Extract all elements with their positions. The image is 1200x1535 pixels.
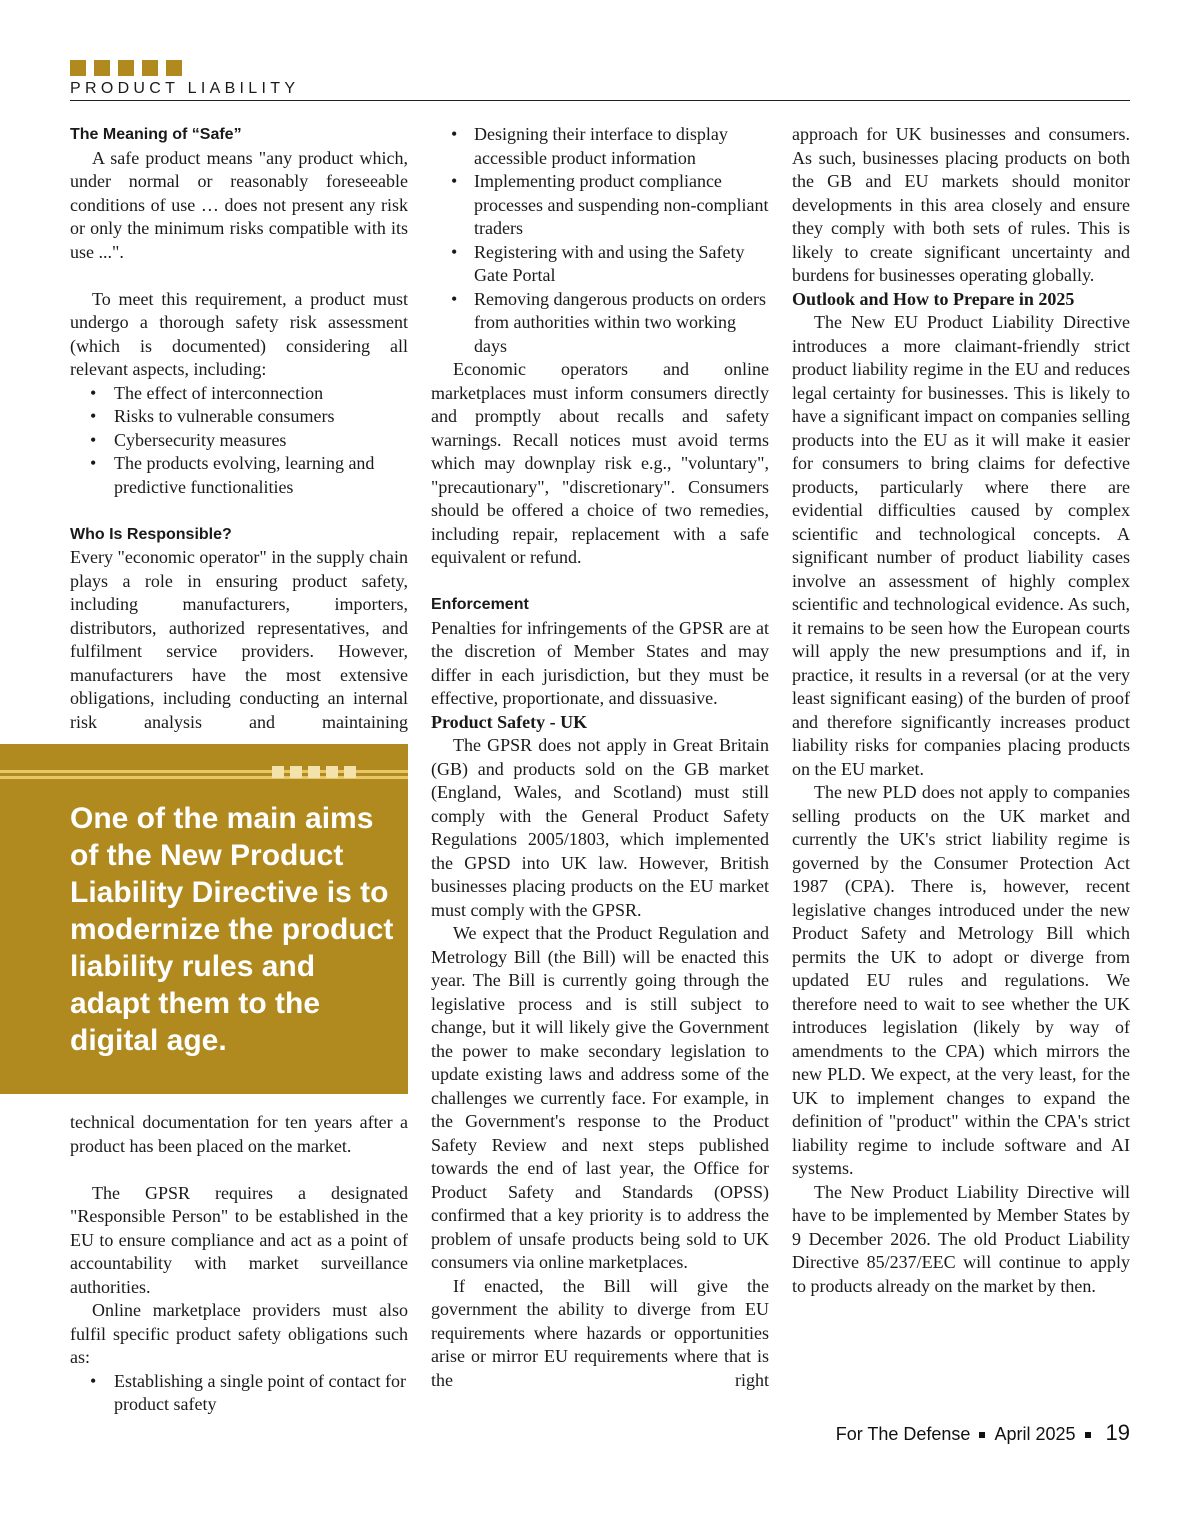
- bullet-icon: •: [451, 288, 458, 309]
- column-2: [431, 123, 769, 1392]
- pull-quote-text: One of the main aims of the New Product Liability Directive is to modernize the product liability rules and adapt them to the digital age.: [70, 802, 394, 1057]
- issue-date: April 2025: [994, 1424, 1076, 1444]
- paragraph: technical documentation for ten years after a product has been placed on the market.: [70, 1112, 408, 1156]
- paragraph: Economic operators and online marketplaces must inform consumers directly and promptly about recalls and safety warnings. Recall notices must avoid terms which may downplay risk e.g., "voluntary", "precautionary", "discretionary". Consumers should be offered a choice of two remedies, including repair, replacement with a safe equivalent or refund.: [431, 359, 769, 567]
- separator-icon: [979, 1432, 985, 1438]
- bullet-icon: •: [90, 406, 97, 426]
- heading-outlook: Outlook and How to Prepare in 2025: [792, 288, 1075, 309]
- column-1-continued: [70, 1111, 408, 1417]
- list-item: • The products evolving, learning and predictive functionalities: [90, 453, 375, 497]
- paragraph: The GPSR requires a designated "Responsible Person" to be established in the EU to ensure compliance and act as a point of accountability with market surveillance authorities.: [70, 1182, 408, 1297]
- list-item: • Cybersecurity measures: [70, 429, 408, 453]
- paragraph: The new PLD does not apply to companies selling products on the UK market and currently the UK's strict liability regime is governed by the Consumer Protection Act 1987 (CPA). There is, however, recent legislative changes introduced under the new Product Safety and Metrology Bill which permits the UK to adopt or diverge from updated EU rules and regulations. We therefore need to wait to see whether the UK introduces legislation (likely by way of amendments to the CPA) which mirrors the new PLD. We expect, at the very least, for the UK to implement changes to expand the definition of "product" within the CPA's strict liability regime to include software and AI systems.: [792, 782, 1130, 1178]
- heading-enforcement: Enforcement: [431, 596, 529, 613]
- header-square-icon: [118, 60, 134, 76]
- paragraph: Penalties for infringements of the GPSR are at the discretion of Member States and may differ in each jurisdiction, but they must be effective, proportionate, and dissuasive.: [431, 617, 769, 708]
- bullet-icon: •: [90, 453, 97, 473]
- paragraph: To meet this requirement, a product must undergo a thorough safety risk assessment (which is documented) considering all relevant aspects, including:: [70, 288, 408, 379]
- paragraph: We expect that the Product Regulation and Metrology Bill (the Bill) will be enacted this year. The Bill is currently going through the legislative process and is still subject to change, but it will likely give the Government the power to make secondary legislation to update existing laws and address some of the challenges we currently face. For example, in the Government's response to the Product Safety Review and next steps published towards the end of last year, the Office for Product Safety and Standards (OPSS) confirmed that a key priority is to address the problem of unsafe products being sold to UK consumers via online marketplaces.: [431, 923, 769, 1272]
- bullet-icon: •: [90, 382, 97, 403]
- paragraph: A safe product means "any product which, under normal or reasonably foreseeable conditions of use … does not present any risk or only the minimum risks compatible with its use ...".: [70, 147, 408, 262]
- bullet-icon: •: [451, 241, 458, 262]
- pull-square-icon: [272, 766, 284, 778]
- paragraph: Every "economic operator" in the supply chain plays a role in ensuring product safety, including manufacturers, importers, distributors, authorized representatives, and fulfilment service providers. However, manufacturers have the most extensive obligations, including conducting an internal risk analysis and maintaining: [70, 547, 408, 732]
- bullet-icon: •: [451, 171, 458, 191]
- list-item: • Removing dangerous products on orders from authorities within two working days: [451, 288, 766, 356]
- list-item: • The effect of interconnection: [70, 382, 408, 406]
- pull-square-icon: [308, 766, 320, 778]
- heading-product-safety-uk: Product Safety - UK: [431, 711, 588, 732]
- header-square-icon: [166, 60, 182, 76]
- obligations-list: [70, 1370, 408, 1417]
- aspects-list: [70, 382, 408, 500]
- bullet-icon: •: [90, 429, 97, 450]
- list-item: • Establishing a single point of contact for product safety: [90, 1370, 406, 1414]
- list-item: • Risks to vulnerable consumers: [70, 405, 408, 429]
- paragraph: If enacted, the Bill will give the government the ability to diverge from EU requirements where hazards or opportunities arise or mirror EU requirements where that is the right: [431, 1275, 769, 1390]
- publication-name: For The Defense: [835, 1424, 971, 1444]
- header-square-icon: [142, 60, 158, 76]
- paragraph: approach for UK businesses and consumers. As such, businesses placing products on both the GB and EU markets should monitor developments in this area closely and ensure they comply with both sets of rules. This is likely to create significant uncertainty and burdens for businesses operating globally.: [792, 124, 1130, 285]
- pull-square-icon: [290, 766, 302, 778]
- header-rule: [70, 100, 1130, 101]
- heading-who-is-responsible: Who Is Responsible?: [70, 525, 232, 543]
- pull-square-icon: [326, 766, 338, 778]
- column-3: [792, 123, 1130, 1298]
- pull-square-icon: [344, 766, 356, 778]
- column-1: [70, 123, 408, 734]
- list-item: • Implementing product compliance processes and suspending non-compliant traders: [451, 171, 769, 238]
- list-item: • Designing their interface to display accessible product information: [451, 124, 728, 168]
- separator-icon: [1085, 1432, 1091, 1438]
- heading-meaning-of-safe: The Meaning of “Safe”: [70, 126, 242, 143]
- paragraph: The New EU Product Liability Directive introduces a more claimant-friendly strict product liability regime in the EU and reduces legal certainty for businesses. This is likely to have a significant impact on companies selling products into the EU as it will make it easier for consumers to bring claims for defective products, particularly where there are evidential difficulties caused by complex scientific and technological concepts. A significant number of product liability cases involve an assessment of highly complex scientific and technological evidence. As such, it remains to be seen how the European courts will apply the new presumptions and if, in practice, it results in a reversal (or at the very least significant easing) of the burden of proof and therefore significantly increases product liability risks for companies placing products on the EU market.: [792, 312, 1130, 779]
- list-item: • Registering with and using the Safety Gate Portal: [451, 241, 745, 285]
- paragraph: Online marketplace providers must also fulfil specific product safety obligations such as:: [70, 1300, 408, 1367]
- page-footer: [836, 1420, 1130, 1446]
- header-square-icon: [94, 60, 110, 76]
- bullet-icon: •: [90, 1370, 97, 1391]
- section-label: PRODUCT LIABILITY: [70, 80, 300, 97]
- bullet-icon: •: [451, 124, 458, 144]
- obligations-list-continued: [431, 123, 769, 358]
- page-number: 19: [1105, 1420, 1130, 1445]
- paragraph: The GPSR does not apply in Great Britain (GB) and products sold on the GB market (England, Wales, and Scotland) must still comply with the General Product Safety Regulations 2005/1803, which implemented the GPSD into UK law. However, British businesses placing products on the EU market must comply with the GPSR.: [431, 735, 769, 920]
- header-square-icon: [70, 60, 86, 76]
- paragraph: The New Product Liability Directive will have to be implemented by Member States by 9 December 2026. The old Product Liability Directive 85/237/EEC will continue to apply to products already on the market by then.: [792, 1181, 1130, 1296]
